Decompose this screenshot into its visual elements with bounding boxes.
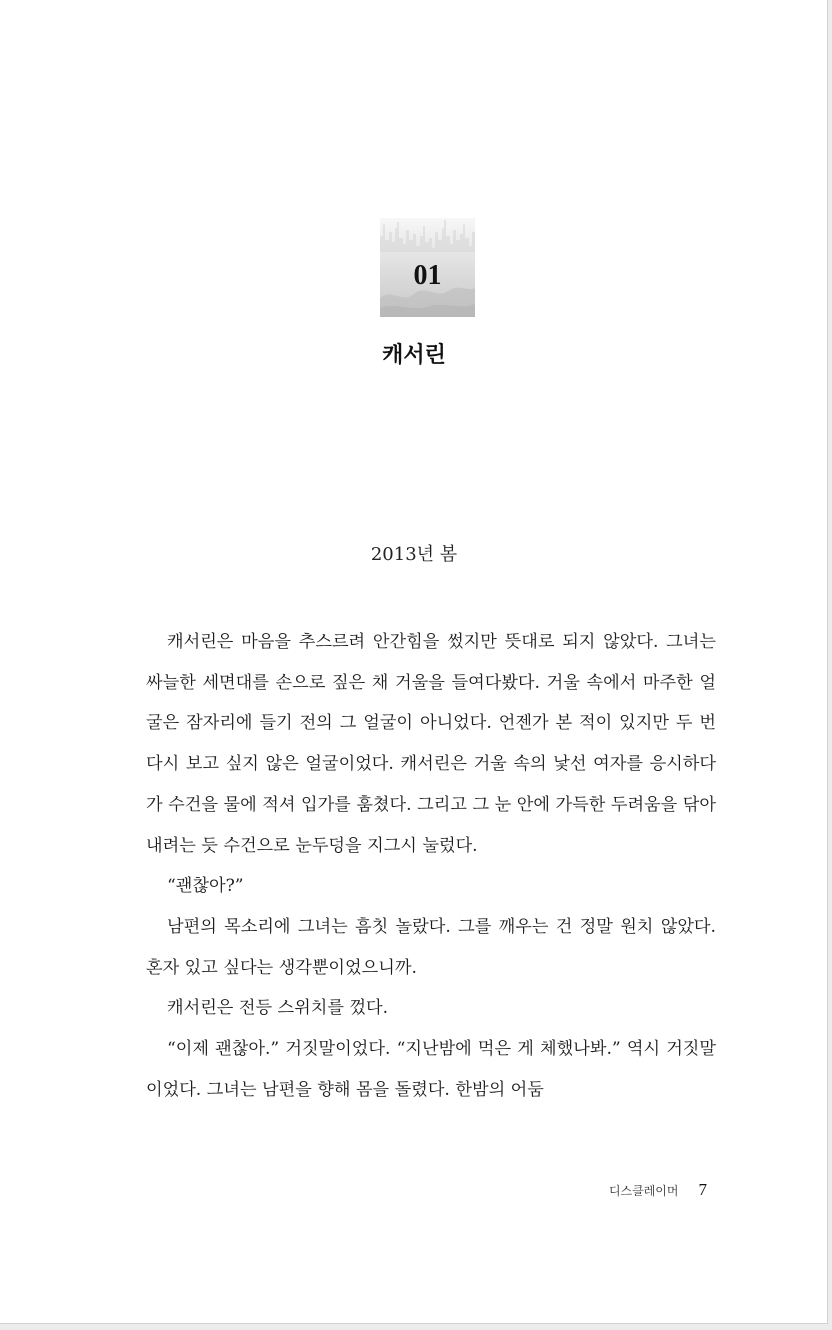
paragraph: 캐서린은 전등 스위치를 껐다. [167,998,389,1019]
paragraph: “이제 괜찮아.” 거짓말이었다. “지난밤에 먹은 게 체했나봐.” 역시 거짓말이었다. 그녀는 남편을 향해 몸을 돌렸다. 한밤의 어둠 [146,1039,716,1100]
section-heading: 2013년 봄 [370,544,458,565]
paragraph: 남편의 목소리에 그녀는 흠칫 놀랐다. 그를 깨우는 건 정말 원치 않았다. 혼자 있고 싶다는 생각뿐이었으니까. [146,916,716,978]
chapter-emblem [380,218,475,317]
page-footer [609,1180,707,1200]
dialogue-line: “괜찮아?” [167,876,244,897]
chapter-number: 01 [413,260,442,291]
chapter-title: 캐서린 [382,342,446,368]
page-number: 7 [698,1180,707,1199]
paragraph: 캐서린은 마음을 추스르려 안간힘을 썼지만 뜻대로 되지 않았다. 그녀는 싸늘한 세면대를 손으로 짚은 채 거울을 들여다봤다. 거울 속에서 마주한 얼굴은 잠자리에 들기 전의 그 얼굴이 아니었다. 언젠가 본 적이 있지만 두 번 다시 보고 싶지 않은 얼굴이었다. 캐서린은 거울 속의 낯선 여자를 응시하다가 수건을 물에 적셔 입가를 훔쳤다. 그리고 그 눈 안에 가득한 두려움을 닦아내려는 듯 수건으로 눈두덩을 지그시 눌렀다. [146,632,716,856]
running-book-title: 디스클레이머 [608,1184,679,1198]
body-text [146,622,716,1110]
